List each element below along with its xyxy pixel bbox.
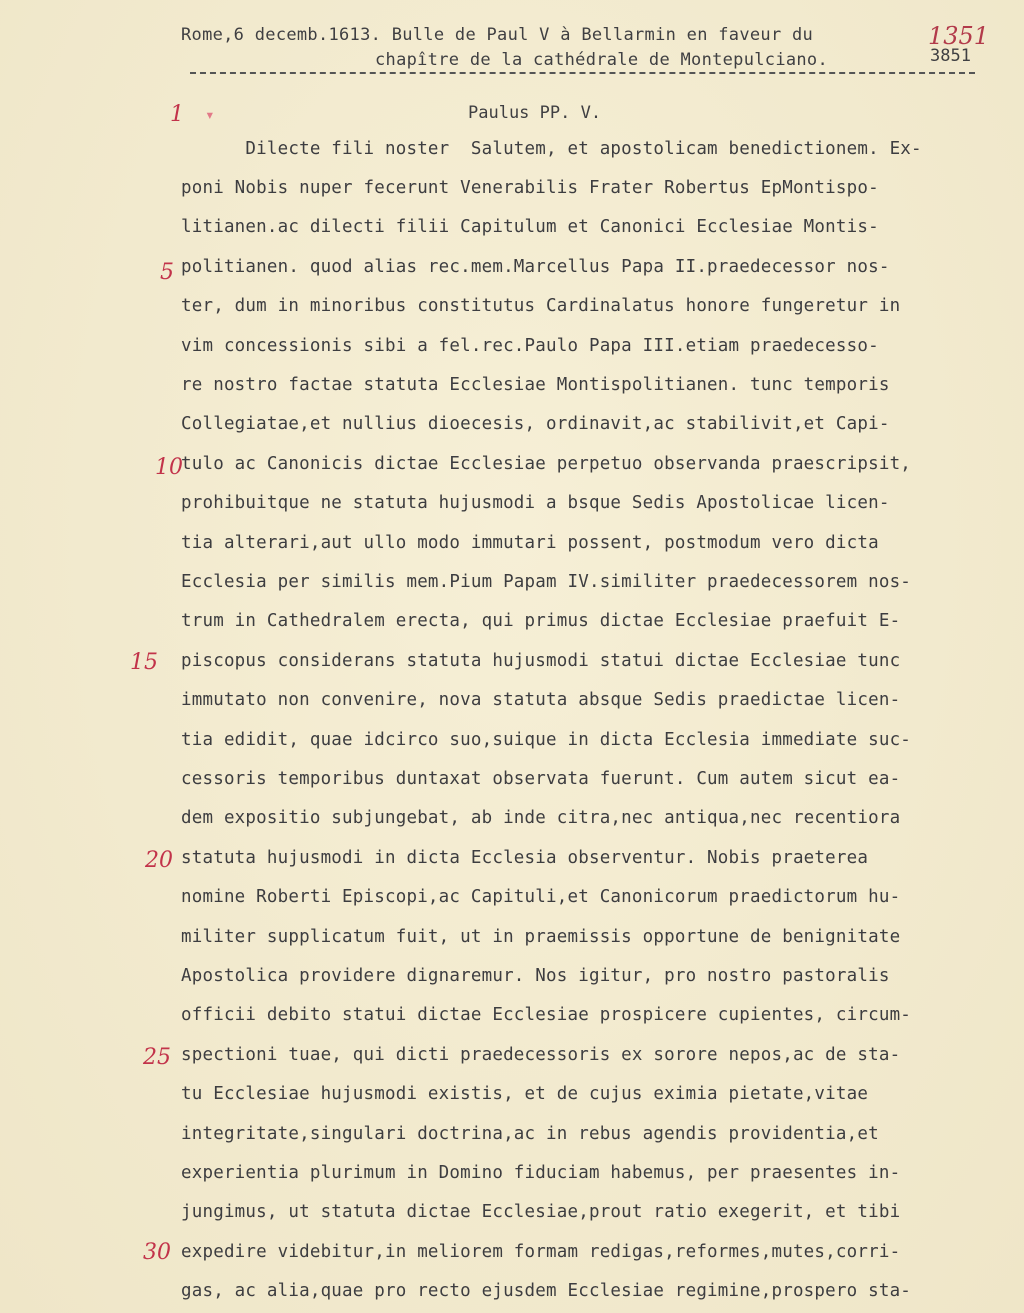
body-line: expedire videbitur,in meliorem formam redigas,reformes,mutes,corri- <box>181 1242 901 1262</box>
body-line: prohibuitque ne statuta hujusmodi a bsque Sedis Apostolicae licen- <box>181 493 890 513</box>
body-line: litianen.ac dilecti filii Capitulum et Canonici Ecclesiae Montis- <box>181 217 879 237</box>
body-line: poni Nobis nuper fecerunt Venerabilis Frater Robertus EpMontispo- <box>181 178 879 198</box>
body-line: politianen. quod alias rec.mem.Marcellus Papa II.praedecessor nos- <box>181 257 890 277</box>
margin-line-number-15: 15 <box>130 650 158 675</box>
header-title-line-1: Rome,6 decemb.1613. Bulle de Paul V à Bellarmin en faveur du <box>181 25 814 45</box>
margin-line-number-5: 5 <box>160 260 174 285</box>
body-line: cessoris temporibus duntaxat observata fuerunt. Cum autem sicut ea- <box>181 769 901 789</box>
body-line: officii debito statui dictae Ecclesiae prospicere cupientes, circum- <box>181 1005 912 1025</box>
salutation-heading: Paulus PP. V. <box>468 103 602 123</box>
body-line: Ecclesia per similis mem.Pium Papam IV.similiter praedecessorem nos- <box>181 572 912 592</box>
margin-line-number-10: 10 <box>155 455 183 480</box>
body-line: Dilecte fili noster Salutem, et apostolicam benedictionem. Ex- <box>181 139 922 159</box>
body-line: tu Ecclesiae hujusmodi existis, et de cujus eximia pietate,vitae <box>181 1084 869 1104</box>
margin-line-number-25: 25 <box>143 1045 171 1070</box>
body-line: dem expositio subjungebat, ab inde citra,nec antiqua,nec recentiora <box>181 808 901 828</box>
body-line: nomine Roberti Episcopi,ac Capituli,et Canonicorum praedictorum hu- <box>181 887 901 907</box>
margin-line-number-30: 30 <box>143 1240 171 1265</box>
header-divider <box>190 72 975 74</box>
body-line: Apostolica providere dignaremur. Nos igitur, pro nostro pastoralis <box>181 966 890 986</box>
body-line: jungimus, ut statuta dictae Ecclesiae,prout ratio exegerit, et tibi <box>181 1202 901 1222</box>
body-line: immutato non convenire, nova statuta absque Sedis praedictae licen- <box>181 690 901 710</box>
margin-line-number-1: 1 <box>170 102 184 127</box>
body-line: spectioni tuae, qui dicti praedecessoris ex sorore nepos,ac de sta- <box>181 1045 901 1065</box>
margin-line-number-20: 20 <box>145 848 173 873</box>
body-line: tia edidit, quae idcirco suo,suique in dicta Ecclesia immediate suc- <box>181 730 912 750</box>
body-line: militer supplicatum fuit, ut in praemissis opportune de benignitate <box>181 927 901 947</box>
body-line: tulo ac Canonicis dictae Ecclesiae perpetuo observanda praescripsit, <box>181 454 912 474</box>
body-line: integritate,singulari doctrina,ac in rebus agendis providentia,et <box>181 1124 879 1144</box>
body-line: experientia plurimum in Domino fiduciam habemus, per praesentes in- <box>181 1163 901 1183</box>
body-line: vim concessionis sibi a fel.rec.Paulo Papa III.etiam praedecesso- <box>181 336 879 356</box>
handwritten-archive-number: 1351 <box>928 22 990 50</box>
body-line: gas, ac alia,quae pro recto ejusdem Ecclesiae regimine,prospero sta- <box>181 1281 912 1301</box>
body-line: trum in Cathedralem erecta, qui primus dictae Ecclesiae praefuit E- <box>181 611 901 631</box>
body-line: Collegiatae,et nullius dioecesis, ordinavit,ac stabilivit,et Capi- <box>181 414 890 434</box>
pencil-tick-mark: ▾ <box>205 105 215 124</box>
typed-archive-number: 3851 <box>930 46 971 66</box>
body-line: re nostro factae statuta Ecclesiae Montispolitianen. tunc temporis <box>181 375 890 395</box>
body-line: ter, dum in minoribus constitutus Cardinalatus honore fungeretur in <box>181 296 901 316</box>
body-line: statuta hujusmodi in dicta Ecclesia observentur. Nobis praeterea <box>181 848 869 868</box>
body-line: tia alterari,aut ullo modo immutari possent, postmodum vero dicta <box>181 533 879 553</box>
header-title-line-2: chapître de la cathédrale de Montepulciano. <box>375 50 828 70</box>
body-line: piscopus considerans statuta hujusmodi statui dictae Ecclesiae tunc <box>181 651 901 671</box>
